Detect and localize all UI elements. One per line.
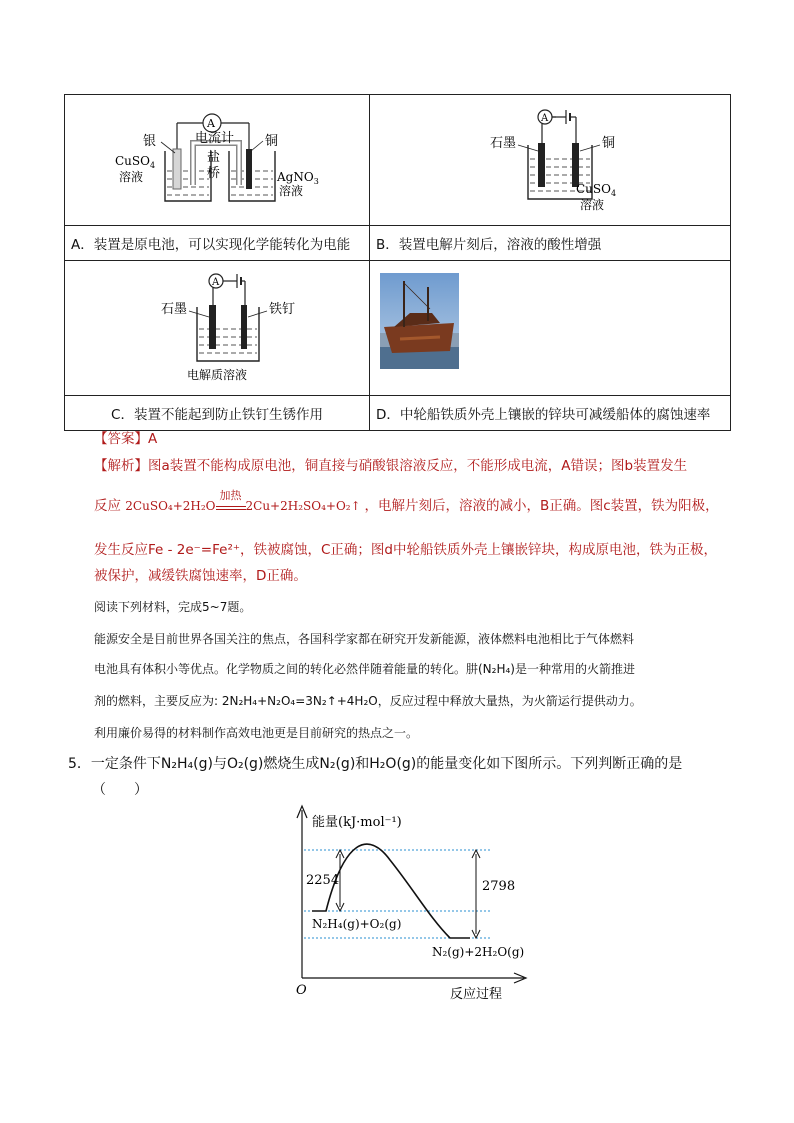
reading-line-4: 利用廉价易得的材料制作高效电池更是目前研究的热点之一。 <box>94 726 419 740</box>
reading-line-2: 电池具有体积小等优点。化学物质之间的转化必然伴随着能量的转化。肼(N₂H₄)是一种常用的火箭推进 <box>94 662 635 676</box>
option-b: B．装置电解片刻后，溶液的酸性增强 <box>370 226 731 261</box>
svg-text:AgNO3: AgNO$_3$ <box>277 170 319 186</box>
product-label: N₂(g)+2H₂O(g) <box>432 945 525 959</box>
figure-d-cell <box>370 261 731 396</box>
question-paren: （ ） <box>92 782 148 798</box>
galvanic-cell-diagram <box>65 95 370 221</box>
x-axis-label: 反应过程 <box>450 987 503 1002</box>
activation-label: 2254 <box>306 873 340 888</box>
svg-text:铁钉: 铁钉 <box>269 302 296 317</box>
copper-electrode <box>246 149 252 189</box>
analysis-equation: 2CuSO₄+2H₂O 加热 2Cu+2H₂SO₄+O₂↑ <box>125 489 361 513</box>
analysis-line-2: 反应 2CuSO₄+2H₂O 加热 2Cu+2H₂SO₄+O₂↑ ，电解片刻后，溶液的减小，B正确。图c装置，铁为阳极， <box>94 489 719 514</box>
nail-electrode <box>241 305 247 349</box>
reading-line-3: 剂的燃料，主要反应为: 2N₂H₄+N₂O₄=3N₂↑+4H₂O，反应过程中释放大量热，为火箭运行提供动力。 <box>94 694 642 708</box>
figure-c-cell <box>65 261 370 396</box>
silver-electrode <box>173 149 181 189</box>
svg-text:银: 银 <box>143 134 157 149</box>
svg-text:桥: 桥 <box>207 166 221 181</box>
energy-diagram <box>280 800 540 1010</box>
electrolysis-c-diagram <box>65 261 370 391</box>
svg-text:A: A <box>212 277 220 288</box>
svg-text:石墨: 石墨 <box>161 302 188 317</box>
svg-text:石墨: 石墨 <box>490 136 517 151</box>
svg-text:溶液: 溶液 <box>119 170 144 184</box>
left-beaker <box>165 151 211 201</box>
svg-text:电解质溶液: 电解质溶液 <box>187 368 248 382</box>
electrolysis-b-diagram <box>370 95 731 221</box>
svg-text:盐: 盐 <box>207 150 221 165</box>
copper-electrode <box>572 143 579 187</box>
options-table <box>64 94 731 431</box>
svg-text:CuSO4: CuSO$_4$ <box>576 182 617 198</box>
svg-text:CuSO4: CuSO$_4$ <box>115 154 156 170</box>
reactant-label: N₂H₄(g)+O₂(g) <box>312 917 402 931</box>
answer-label: 【答案】A <box>94 431 158 447</box>
analysis-line-3: 发生反应Fe - 2e⁻=Fe²⁺，铁被腐蚀，C正确；图d中轮船铁质外壳上镶嵌锌块，构成原电池，铁为正极， <box>94 542 717 558</box>
option-c: C．装置不能起到防止铁钉生锈作用 <box>65 396 370 431</box>
analysis-line-4: 被保护，减缓铁腐蚀速率，D正确。 <box>94 568 307 584</box>
question-stem: 5．一定条件下N₂H₄(g)与O₂(g)燃烧生成N₂(g)和H₂O(g)的能量变化如下图所示。下列判断正确的是 <box>68 756 683 772</box>
svg-text:电流计: 电流计 <box>195 131 235 146</box>
figure-b-cell <box>370 95 731 226</box>
graphite-electrode <box>538 143 545 187</box>
rusty-ship-photo <box>370 261 731 391</box>
svg-text:铜: 铜 <box>602 136 616 151</box>
svg-text:铜: 铜 <box>265 134 279 149</box>
figure-a-cell <box>65 95 370 226</box>
reading-line-1: 能源安全是目前世界各国关注的焦点，各国科学家都在研究开发新能源，液体燃料电池相比于气体燃料 <box>94 632 635 646</box>
svg-text:A: A <box>207 117 215 130</box>
option-d: D．中轮船铁质外壳上镶嵌的锌块可减缓船体的腐蚀速率 <box>370 396 731 431</box>
analysis-line-1: 【解析】图a装置不能构成原电池，铜直接与硝酸银溶液反应，不能形成电流，A错误；图b装置发生 <box>94 458 688 474</box>
release-label: 2798 <box>482 879 516 894</box>
origin-label: O <box>296 983 307 998</box>
graphite-electrode <box>209 305 216 349</box>
option-a: A．装置是原电池，可以实现化学能转化为电能 <box>65 226 370 261</box>
svg-text:A: A <box>541 113 549 124</box>
y-axis-label: 能量(kJ·mol⁻¹) <box>312 815 402 830</box>
reading-intro: 阅读下列材料，完成5~7题。 <box>94 600 252 614</box>
svg-text:溶液: 溶液 <box>580 198 605 212</box>
svg-text:溶液: 溶液 <box>279 184 304 198</box>
